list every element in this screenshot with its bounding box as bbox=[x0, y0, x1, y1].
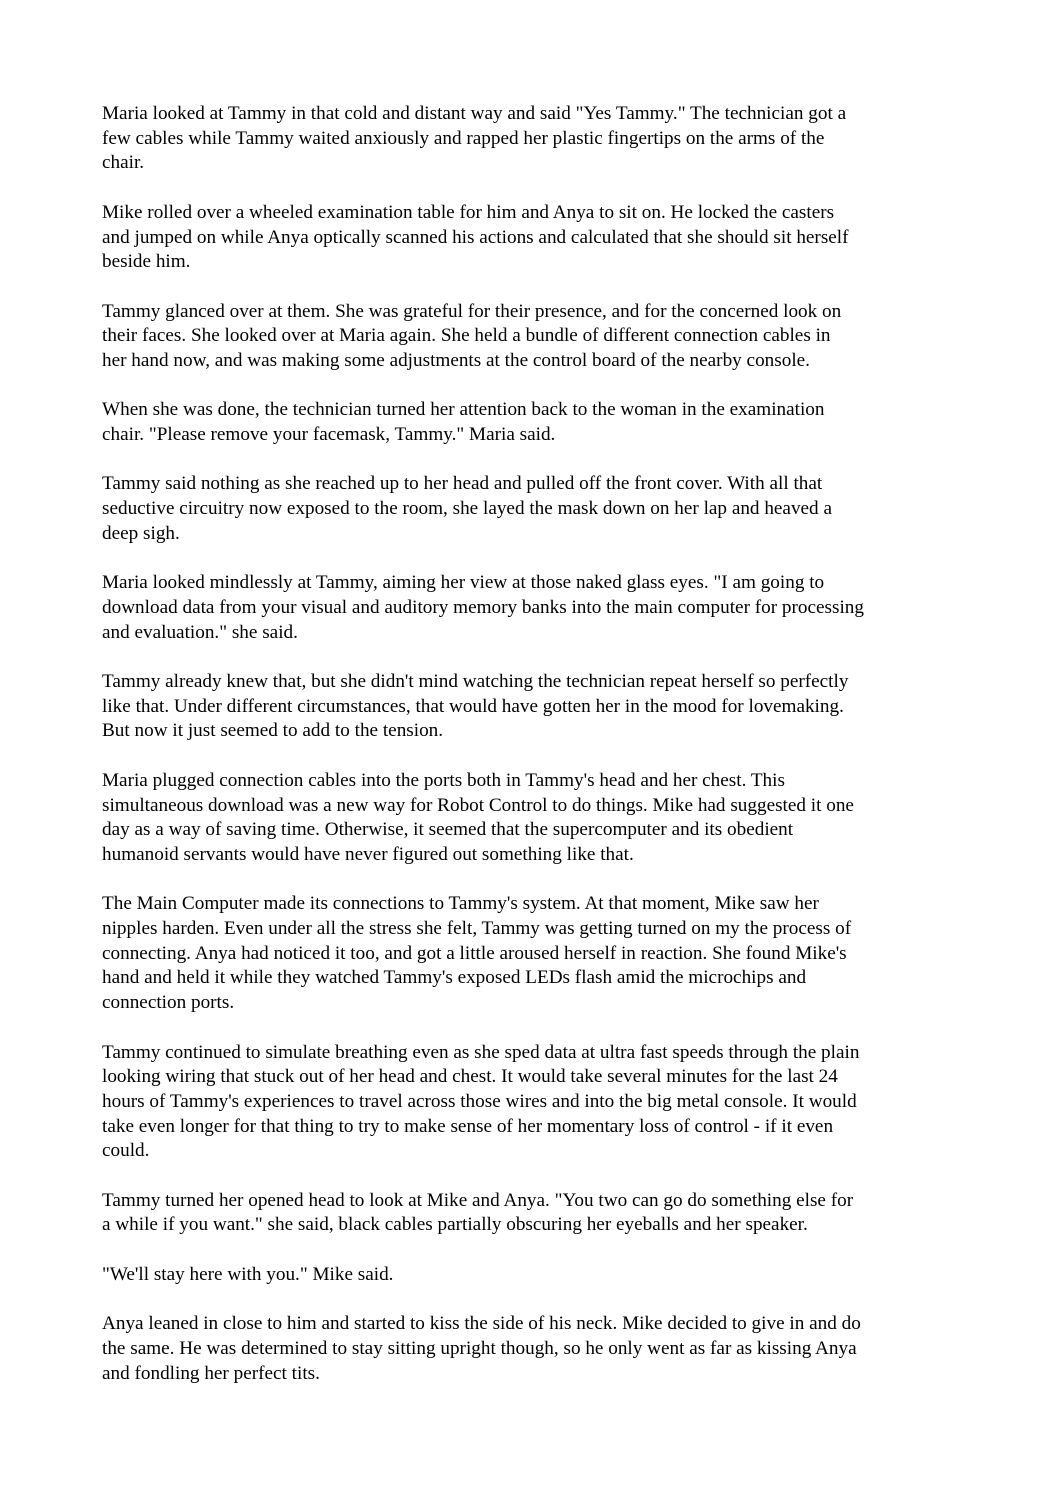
paragraph: Tammy continued to simulate breathing even as she sped data at ultra fast speeds through the plain looking wiring that stuck out of her head and chest. It would take several minutes for the last 24 hours of Tammy's experiences to travel across those wires and into the big metal console. It would take even longer for that thing to try to make sense of her momentary loss of control - if it even could. bbox=[102, 1041, 860, 1162]
paragraph: Tammy glanced over at them. She was grateful for their presence, and for the concerned look on their faces. She looked over at Maria again. She held a bundle of different connection cables in her hand now, and was making some adjustments at the control board of the nearby console. bbox=[102, 300, 842, 371]
paragraph: Tammy turned her opened head to look at Mike and Anya. "You two can go do something else for a while if you want." she said, black cables partially obscuring her eyeballs and her speaker. bbox=[102, 1189, 854, 1236]
paragraph: Tammy said nothing as she reached up to her head and pulled off the front cover. With all that seductive circuitry now exposed to the room, she layed the mask down on her lap and heaved a deep sigh. bbox=[102, 473, 832, 544]
paragraph: Maria looked mindlessly at Tammy, aiming her view at those naked glass eyes. "I am going to download data from your visual and auditory memory banks into the main computer for processing and evaluation." she said. bbox=[102, 572, 864, 643]
document-body bbox=[102, 102, 962, 1411]
paragraph: Anya leaned in close to him and started to kiss the side of his neck. Mike decided to give in and do the same. He was determined to stay sitting upright though, so he only went as far as kissing Anya and fondling her perfect tits. bbox=[102, 1313, 861, 1384]
paragraph: The Main Computer made its connections to Tammy's system. At that moment, Mike saw her nipples harden. Even under all the stress she felt, Tammy was getting turned on my the process of connecting. Anya had noticed it too, and got a little aroused herself in reaction. She found Mike's hand and held it while they watched Tammy's exposed LEDs flash amid the microchips and connection ports. bbox=[102, 893, 852, 1014]
paragraph: Tammy already knew that, but she didn't mind watching the technician repeat herself so perfectly like that. Under different circumstances, that would have gotten her in the mood for lovemaking. But now it just seemed to add to the tension. bbox=[102, 671, 849, 742]
paragraph: Mike rolled over a wheeled examination table for him and Anya to sit on. He locked the casters and jumped on while Anya optically scanned his actions and calculated that she should sit herself beside him. bbox=[102, 201, 849, 273]
paragraph: When she was done, the technician turned her attention back to the woman in the examination chair. "Please remove your facemask, Tammy." Maria said. bbox=[102, 399, 825, 446]
paragraph: Maria looked at Tammy in that cold and distant way and said "Yes Tammy." The technician got a few cables while Tammy waited anxiously and rapped her plastic fingertips on the arms of the chair. bbox=[102, 103, 847, 174]
paragraph: "We'll stay here with you." Mike said. bbox=[102, 1263, 394, 1285]
paragraph: Maria plugged connection cables into the ports both in Tammy's head and her chest. This simultaneous download was a new way for Robot Control to do things. Mike had suggested it one day as a way of saving time. Otherwise, it seemed that the supercomputer and its obedient humanoid servants would have never figured out something like that. bbox=[102, 769, 854, 865]
